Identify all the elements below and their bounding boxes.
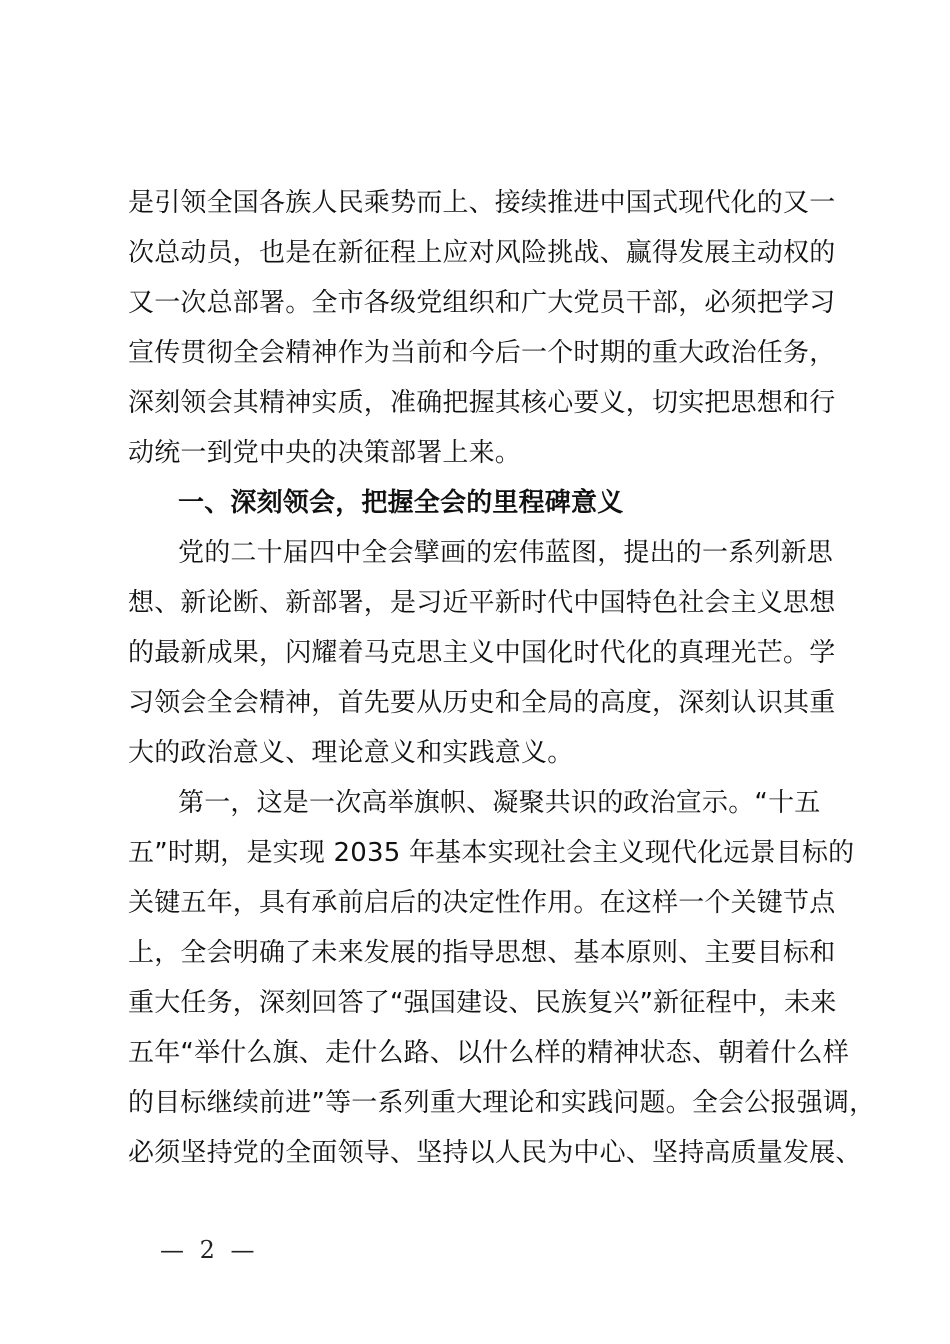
paragraph-line: 是引领全国各族人民乘势而上、接续推进中国式现代化的又一 bbox=[128, 188, 836, 218]
paragraph-line: 又一次总部署。全市各级党组织和广大党员干部，必须把学习 bbox=[128, 288, 836, 318]
paragraph-line: 五”时期，是实现 2035 年基本实现社会主义现代化远景目标的 bbox=[128, 838, 855, 868]
paragraph-line: 次总动员，也是在新征程上应对风险挑战、赢得发展主动权的 bbox=[128, 238, 836, 268]
paragraph-line: 上，全会明确了未来发展的指导思想、基本原则、主要目标和 bbox=[128, 938, 836, 968]
paragraph-line: 宣传贯彻全会精神作为当前和今后一个时期的重大政治任务， bbox=[128, 338, 836, 368]
page-number: — 2 — bbox=[160, 1236, 259, 1264]
paragraph-line: 关键五年，具有承前启后的决定性作用。在这样一个关键节点 bbox=[128, 888, 836, 918]
paragraph-line: 习领会全会精神，首先要从历史和全局的高度，深刻认识其重 bbox=[128, 688, 836, 718]
section-heading: 一、深刻领会，把握全会的里程碑意义 bbox=[178, 488, 624, 518]
paragraph-line: 的目标继续前进”等一系列重大理论和实践问题。全会公报强调， bbox=[128, 1088, 876, 1118]
document-body bbox=[128, 183, 876, 1183]
paragraph-line: 动统一到党中央的决策部署上来。 bbox=[128, 438, 522, 468]
paragraph-line: 深刻领会其精神实质，准确把握其核心要义，切实把思想和行 bbox=[128, 388, 836, 418]
paragraph-line: 五年“举什么旗、走什么路、以什么样的精神状态、朝着什么样 bbox=[128, 1038, 850, 1068]
paragraph-line: 的最新成果，闪耀着马克思主义中国化时代化的真理光芒。学 bbox=[128, 638, 836, 668]
paragraph-line: 想、新论断、新部署，是习近平新时代中国特色社会主义思想 bbox=[128, 588, 836, 618]
paragraph-line: 大的政治意义、理论意义和实践意义。 bbox=[128, 738, 574, 768]
paragraph-line: 必须坚持党的全面领导、坚持以人民为中心、坚持高质量发展、 bbox=[128, 1138, 862, 1168]
paragraph-line: 重大任务，深刻回答了“强国建设、民族复兴”新征程中，未来 bbox=[128, 988, 837, 1018]
paragraph-line: 党的二十届四中全会擘画的宏伟蓝图，提出的一系列新思 bbox=[178, 538, 834, 568]
paragraph-line: 第一，这是一次高举旗帜、凝聚共识的政治宣示。“十五 bbox=[178, 788, 821, 818]
